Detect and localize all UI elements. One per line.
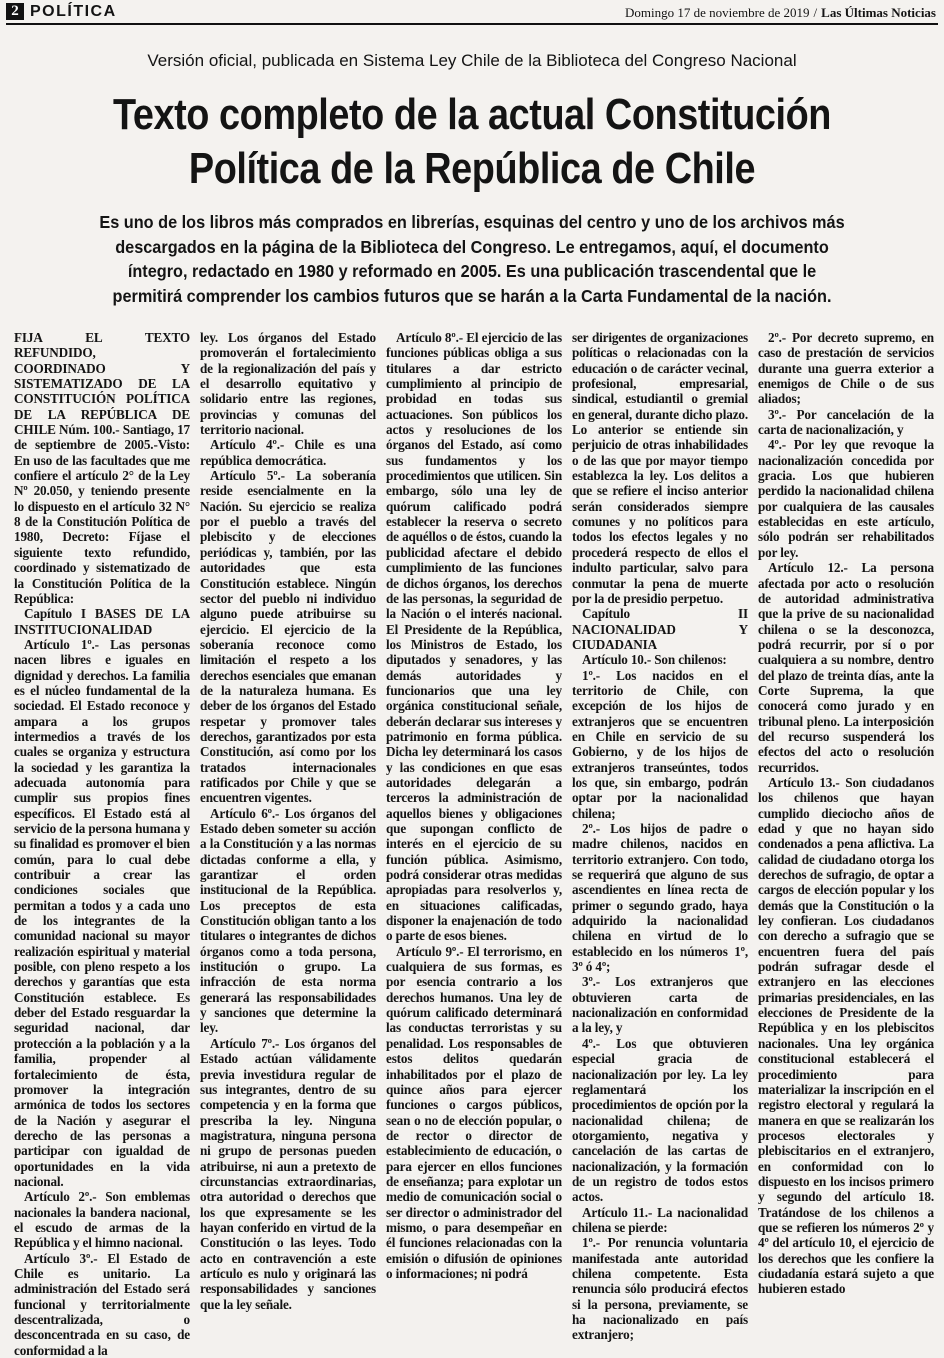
article-paragraph: Artículo 5º.- La soberanía reside esencialmente en la Nación. Su ejercicio se realiza por el pueblo a través del plebiscito y de elecciones periódicas y, también, por las autoridades que esta Constitución establece. Ningún sector del pueblo ni individuo alguno puede atribuirse su ejercicio. El ejercicio de la soberanía reconoce como limitación el respeto a los derechos esenciales que emanan de la naturaleza humana. Es deber de los órganos del Estado respetar y promover tales derechos, garantizados por esta Constitución, así como por los tratados internacionales ratificados por Chile y que se encuentren vigentes. <box>200 468 376 806</box>
section-name: POLÍTICA <box>30 3 117 20</box>
headline-line-1: Texto completo de la actual Constitución <box>113 90 831 139</box>
article-paragraph: Artículo 9º.- El terrorismo, en cualquiera de sus formas, es por esencia contrario a los derechos humanos. Una ley de quórum calificado determinará las conductas terroristas y su penalidad. Los responsables de estos delitos quedarán inhabilitados por el plazo de quince años para ejercer funciones o cargos públicos, sean o no de elección popular, o de rector o director de establecimiento de educación, o para ejercer en ellos funciones de enseñanza; para explotar un medio de comunicación social o ser director o administrador del mismo, o para desempeñar en él funciones relacionadas con la emisión o difusión de opiniones o informaciones; ni podrá <box>386 943 562 1281</box>
dateline <box>625 5 936 21</box>
article-paragraph: Artículo 2º.- Son emblemas nacionales la bandera nacional, el escudo de armas de la República y el himno nacional. <box>14 1189 190 1251</box>
article-paragraph: Artículo 10.- Son chilenos: <box>582 652 727 668</box>
article-paragraph: Artículo 3º.- El Estado de Chile es unitario. La administración del Estado será funcional y territorialmente descentralizada, o desconcentrada en su caso, de conformidad a la <box>14 1250 190 1358</box>
article-paragraph: 3º.- Por cancelación de la carta de nacionalización, y <box>758 406 934 438</box>
page-number: 2 <box>6 3 24 20</box>
article-paragraph: Artículo 8º.- El ejercicio de las funciones públicas obliga a sus titulares a dar estricto cumplimiento al principio de probidad en todas sus actuaciones. Son públicos los actos y resoluciones de los órganos del Estado, así como sus fundamentos y los procedimientos que utilicen. Sin embargo, sólo una ley de quórum calificado podrá establecer la reserva o secreto de aquéllos o de éstos, cuando la publicidad afectare el debido cumplimiento de las funciones de dichos órganos, los derechos de las personas, la seguridad de la Nación o el interés nacional. El Presidente de la República, los Ministros de Estado, los diputados y senadores, y las demás autoridades y funcionarios que una ley orgánica constitucional señale, deberán declarar sus intereses y patrimonio en forma pública. Dicha ley determinará los casos y las condiciones en que esas autoridades delegarán a terceros la administración de aquellos bienes y obligaciones que supongan conflicto de interés en el ejercicio de su función pública. Asimismo, podrá considerar otras medidas apropiadas para resolverlos y, en situaciones calificadas, disponer la enajenación de todo o parte de esos bienes. <box>386 330 562 944</box>
article-paragraph: ser dirigentes de organizaciones políticas o relacionadas con la educación o de carácter vecinal, profesional, empresarial, sindical, estudiantil o gremial en general, durante dicho plazo. Lo anterior se entiende sin perjuicio de otras inhabilidades o de las que por mayor tiempo establezca la ley. Los delitos a que se refiere el inciso anterior serán considerados siempre comunes y no políticos para todos los efectos legales y no procederá respecto de ellos el indulto particular, salvo para conmutar la pena de muerte por la de presidio perpetuo. <box>572 330 748 606</box>
article-paragraph: 4º.- Los que obtuvieren especial gracia de nacionalización por ley. La ley reglamentará los procedimientos de opción por la nacionalidad chilena; de otorgamiento, negativa y cancelación de las cartas de nacionalización, y la formación de un registro de todos estos actos. <box>572 1035 748 1205</box>
article-paragraph: Artículo 7º.- Los órganos del Estado actúan válidamente previa investidura regular de sus integrantes, dentro de su competencia y en la forma que prescriba la ley. Ninguna magistratura, ninguna persona ni grupo de personas pueden atribuirse, ni aun a pretexto de circunstancias extraordinarias, otra autoridad o derechos que los que expresamente se les hayan conferido en virtud de la Constitución o las leyes. Todo acto en contravención a este artículo es nulo y originará las responsabilidades y sanciones que la ley señale. <box>200 1035 376 1312</box>
page-header <box>6 2 938 22</box>
issue-date: Domingo 17 de noviembre de 2019 <box>625 5 810 20</box>
article-paragraph: Artículo 4º.- Chile es una república democrática. <box>200 437 376 468</box>
dateline-separator: / <box>813 5 818 20</box>
chapter-heading: Capítulo I BASES DE LA INSTITUCIONALIDAD <box>14 606 190 637</box>
headline <box>83 88 860 196</box>
text-column-4 <box>572 330 748 1343</box>
text-column-2 <box>200 330 376 1312</box>
newspaper-name: Las Últimas Noticias <box>821 5 936 20</box>
decree-preamble: FIJA EL TEXTO REFUNDIDO, COORDINADO Y SISTEMATIZADO DE LA CONSTITUCIÓN POLÍTICA DE LA REPÚBLICA DE CHILE Núm. 100.- Santiago, 17 de septiembre de 2005.-Visto: En uso de las facultades que me confiere el artículo 2° de la Ley Nº 20.050, y teniendo presente lo dispuesto en el artículo 32 N° 8 de la Constitución Política de 1980, Decreto: Fíjase el siguiente texto refundido, coordinado y sistematizado de la Constitución Política de la República: <box>14 330 190 606</box>
article-paragraph: 2º.- Los hijos de padre o madre chilenos, nacidos en territorio extranjero. Con todo, se requerirá que alguno de sus ascendientes en línea recta de primer o segundo grado, haya adquirido la nacionalidad chilena en virtud de lo establecido en los números 1º, 3º ó 4º; <box>572 821 748 975</box>
article-paragraph: Artículo 11.- La nacionalidad chilena se pierde: <box>572 1204 748 1235</box>
chapter-heading: Capítulo II NACIONALIDAD Y CIUDADANIA <box>572 606 748 652</box>
article-paragraph: 2º.- Por decreto supremo, en caso de prestación de servicios durante una guerra exterior a enemigos de Chile o de sus aliados; <box>758 330 934 407</box>
headline-line-2: Política de la República de Chile <box>188 144 756 193</box>
article-paragraph: ley. Los órganos del Estado promoverán el fortalecimiento de la regionalización del país y el desarrollo equitativo y solidario entre las regiones, provincias y comunas del territorio nacional. <box>200 330 376 438</box>
article-paragraph: Artículo 1º.- Las personas nacen libres e iguales en dignidad y derechos. La familia es el núcleo fundamental de la sociedad. El Estado reconoce y ampara a los grupos intermedios a través de los cuales se organiza y estructura la sociedad y les garantiza la adecuada autonomía para cumplir sus propios fines específicos. El Estado está al servicio de la persona humana y su finalidad es promover el bien común, para lo cual debe contribuir a crear las condiciones sociales que permitan a todos y a cada uno de los integrantes de la comunidad nacional su mayor realización espiritual y material posible, con pleno respeto a los derechos y garantías que esta Constitución establece. Es deber del Estado resguardar la seguridad nacional, dar protección a la población y a la familia, propender al fortalecimiento de ésta, promover la integración armónica de todos los sectores de la Nación y asegurar el derecho de las personas a participar con igualdad de oportunidades en la vida nacional. <box>14 636 190 1189</box>
header-rule <box>6 23 938 25</box>
text-column-5 <box>758 330 934 1297</box>
kicker: Versión oficial, publicada en Sistema Ley Chile de la Biblioteca del Congreso Nacional <box>147 51 797 70</box>
article-body <box>14 330 934 1358</box>
article-paragraph: Artículo 12.- La persona afectada por acto o resolución de autoridad administrativa que la prive de su nacionalidad chilena o se la desconozca, podrá recurrir, por sí o por cualquiera a su nombre, dentro del plazo de treinta días, ante la Corte Suprema, la que conocerá como jurado y en tribunal pleno. La interposición del recurso suspenderá los efectos del acto o resolución recurridos. <box>758 560 934 775</box>
article-paragraph: 1º.- Por renuncia voluntaria manifestada ante autoridad chilena competente. Esta renuncia sólo producirá efectos si la persona, previamente, se ha nacionalizado en país extranjero; <box>572 1235 748 1343</box>
article-paragraph: Artículo 13.- Son ciudadanos los chilenos que hayan cumplido dieciocho años de edad y que no hayan sido condenados a pena aflictiva. La calidad de ciudadano otorga los derechos de sufragio, de optar a cargos de elección popular y los demás que la Constitución o la ley confieran. Los ciudadanos con derecho a sufragio que se encuentren fuera del país podrán sufragar desde el extranjero en las elecciones primarias presidenciales, en las elecciones de Presidente de la República y en los plebiscitos nacionales. Una ley orgánica constitucional establecerá el procedimiento para materializar la inscripción en el registro electoral y regulará la manera en que se realizarán los procesos electorales y plebiscitarios en el extranjero, en conformidad con lo dispuesto en los incisos primero y segundo del artículo 18. Tratándose de los chilenos a que se refieren los números 2º y 4º del artículo 10, el ejercicio de los derechos que les confiere la ciudadanía estará sujeto a que hubieren estado <box>758 774 934 1297</box>
text-column-3 <box>386 330 562 1281</box>
article-paragraph: 1º.- Los nacidos en el territorio de Chile, con excepción de los hijos de extranjeros que se encuentren en Chile en servicio de su Gobierno, y de los hijos de extranjeros transeúntes, todos los que, sin embargo, podrán optar por la nacionalidad chilena; <box>572 667 748 821</box>
text-column-1 <box>14 330 190 1358</box>
article-paragraph: 4º.- Por ley que revoque la nacionalización concedida por gracia. Los que hubieren perdido la nacionalidad chilena por cualquiera de las causales establecidas en este artículo, sólo podrán ser rehabilitados por ley. <box>758 437 934 560</box>
article-paragraph: Artículo 6º.- Los órganos del Estado deben someter su acción a la Constitución y a las normas dictadas conforme a ella, y garantizar el orden institucional de la República. Los preceptos de esta Constitución obligan tanto a los titulares o integrantes de dichos órganos como a toda persona, institución o grupo. La infracción de esta norma generará las responsabilidades y sanciones que determine la ley. <box>200 805 376 1036</box>
deck-paragraph: Es uno de los libros más comprados en librerías, esquinas del centro y uno de los archivos más descargados en la página de la Biblioteca del Congreso. Le entregamos, aquí, el documento íntegro, redactado en 1980 y reformado en 2005. Es una publicación trascendental que le permitirá comprender los cambios futuros que se harán a la Carta Fundamental de la nación. <box>99 212 845 306</box>
article-paragraph: 3º.- Los extranjeros que obtuvieren carta de nacionalización en conformidad a la ley, y <box>572 974 748 1036</box>
